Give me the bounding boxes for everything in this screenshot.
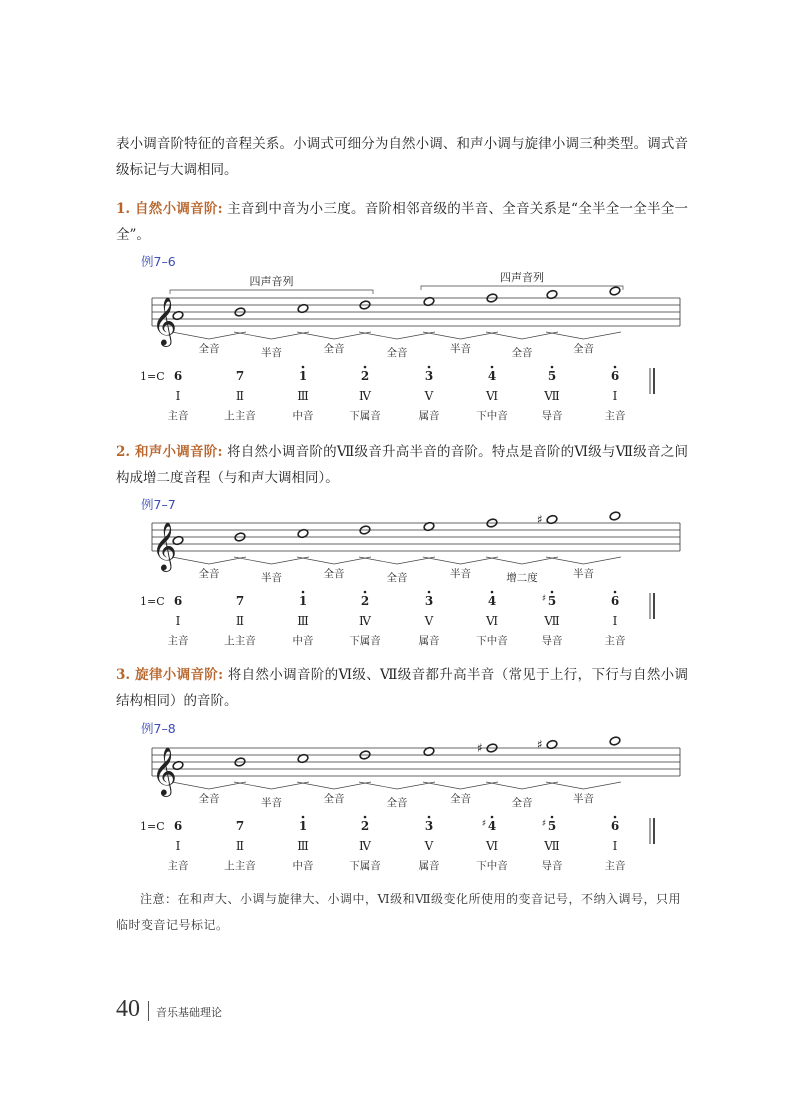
section-1-text: 主音到中音为小三度。音阶相邻音级的半音、全音关系是“全半全一全半全一全”。: [116, 201, 689, 243]
roman-degree: Ⅵ: [485, 389, 499, 403]
roman-degree: Ⅳ: [359, 614, 371, 628]
jianpu-number: 3: [424, 369, 434, 383]
roman-degree: Ⅴ: [424, 839, 434, 853]
whole-note: [609, 736, 621, 746]
interval-label: 半音: [261, 797, 282, 809]
book-title: 音乐基础理论: [156, 1006, 222, 1019]
jianpu-number: 7: [235, 369, 245, 383]
jianpu-number: 5: [547, 819, 557, 833]
interval-label: 半音: [573, 568, 594, 580]
footer-divider: [148, 1001, 149, 1021]
note-paragraph: 注意：在和声大、小调与旋律大、小调中，Ⅵ级和Ⅶ级变化所使用的变音记号，不纳入调号，只用临时变音记号标记。: [116, 892, 682, 932]
degree-name: 导音: [541, 860, 563, 872]
interval-bracket: [423, 782, 498, 789]
section-2-paragraph: [116, 439, 688, 491]
example-7-8-label: 例7–8: [141, 721, 176, 736]
interval-bracket: [172, 557, 246, 564]
degree-name: 中音: [292, 860, 314, 872]
degree-name: 下中音: [476, 860, 508, 872]
key-signature-label: 1=C: [140, 595, 165, 608]
roman-degree: Ⅴ: [424, 389, 434, 403]
jianpu-number: 6: [610, 594, 620, 608]
roman-degree: Ⅵ: [485, 839, 499, 853]
roman-degree: Ⅳ: [359, 389, 371, 403]
interval-label: 全音: [386, 797, 408, 809]
roman-degree: Ⅴ: [424, 614, 434, 628]
degree-name: 主音: [167, 410, 189, 422]
jianpu-number: 7: [235, 594, 245, 608]
whole-note: [609, 286, 621, 296]
interval-bracket: [234, 557, 309, 564]
interval-label: 全音: [323, 568, 345, 580]
treble-clef-icon: 𝄞: [152, 521, 177, 570]
jianpu-number: 5: [547, 369, 557, 383]
interval-label: 全音: [323, 343, 345, 355]
interval-bracket: [359, 332, 435, 339]
roman-degree: Ⅵ: [485, 614, 499, 628]
jianpu-number: 2: [360, 369, 370, 383]
jianpu-number: 4: [487, 369, 497, 383]
high-octave-dot: [428, 366, 431, 369]
interval-label: 全音: [323, 793, 345, 805]
example-7-6-score: [140, 271, 690, 422]
degree-name: 主音: [604, 410, 626, 422]
degree-name: 导音: [541, 410, 563, 422]
interval-bracket: [359, 782, 435, 789]
degree-name: 导音: [541, 635, 563, 647]
interval-bracket: [486, 782, 558, 789]
section-1-heading: 1. 自然小调音阶:: [116, 201, 223, 217]
interval-bracket: [234, 782, 309, 789]
degree-name: 属音: [418, 410, 440, 422]
interval-label: 全音: [573, 343, 594, 355]
intro-paragraph: 表小调音阶特征的音程关系。小调式可细分为自然小调、和声小调与旋律小调三种类型。调式音级标记与大调相同。: [116, 136, 688, 178]
degree-name: 下中音: [476, 410, 508, 422]
interval-bracket: [297, 557, 371, 564]
roman-degree: Ⅲ: [297, 614, 309, 628]
tetrachord-label: 四声音列: [500, 271, 544, 284]
interval-label: 全音: [511, 347, 533, 359]
jianpu-number: 1: [298, 819, 308, 833]
roman-degree: Ⅲ: [297, 839, 309, 853]
interval-label: 全音: [198, 343, 220, 355]
degree-name: 下属音: [349, 860, 381, 872]
section-2-text: 将自然小调音阶的Ⅶ级音升高半音的音阶。特点是音阶的Ⅵ级与Ⅶ级音之间构成增二度音程（与和声大调相同）。: [116, 444, 688, 486]
section-2-heading: 2. 和声小调音阶:: [116, 444, 223, 460]
interval-bracket: [234, 332, 309, 339]
roman-degree: Ⅱ: [235, 839, 245, 853]
page-number: 40: [116, 996, 140, 1022]
section-3-paragraph: [116, 662, 688, 714]
treble-clef-icon: 𝄞: [152, 296, 177, 345]
roman-degree: Ⅲ: [297, 389, 309, 403]
sharp-icon: ♯: [481, 819, 487, 829]
interval-bracket: [359, 557, 435, 564]
degree-name: 上主音: [224, 635, 256, 647]
interval-label: 全音: [198, 793, 220, 805]
roman-degree: Ⅰ: [612, 389, 618, 403]
interval-bracket: [486, 332, 558, 339]
key-signature-label: 1=C: [140, 370, 165, 383]
interval-label: 增二度: [506, 572, 538, 584]
key-signature-label: 1=C: [140, 820, 165, 833]
degree-name: 属音: [418, 635, 440, 647]
roman-degree: Ⅱ: [235, 614, 245, 628]
interval-bracket: [297, 782, 371, 789]
jianpu-number: 5: [547, 594, 557, 608]
interval-bracket: [423, 332, 498, 339]
roman-degree: Ⅳ: [359, 839, 371, 853]
jianpu-number: 6: [173, 819, 183, 833]
jianpu-number: 4: [487, 594, 497, 608]
tetrachord-bracket: [170, 290, 373, 294]
high-octave-dot: [364, 816, 367, 819]
interval-bracket: [546, 332, 621, 339]
interval-bracket: [486, 557, 558, 564]
high-octave-dot: [302, 366, 305, 369]
sharp-icon: ♯: [477, 741, 483, 755]
roman-degree: Ⅶ: [544, 389, 560, 403]
tetrachord-label: 四声音列: [249, 275, 294, 288]
roman-degree: Ⅰ: [612, 839, 618, 853]
high-octave-dot: [551, 591, 554, 594]
interval-label: 半音: [261, 572, 282, 584]
tetrachord-bracket: [421, 286, 623, 290]
interval-bracket: [172, 782, 246, 789]
degree-name: 主音: [167, 860, 189, 872]
example-7-6-label: 例7–6: [141, 254, 176, 269]
roman-degree: Ⅶ: [544, 614, 560, 628]
degree-name: 中音: [292, 635, 314, 647]
sharp-icon: ♯: [541, 594, 547, 604]
degree-name: 主音: [604, 860, 626, 872]
interval-label: 全音: [450, 793, 471, 805]
sharp-icon: ♯: [541, 819, 547, 829]
jianpu-number: 1: [298, 369, 308, 383]
jianpu-number: 3: [424, 819, 434, 833]
sharp-icon: ♯: [537, 512, 543, 527]
jianpu-number: 6: [610, 819, 620, 833]
interval-bracket: [546, 782, 621, 789]
interval-bracket: [172, 332, 246, 339]
high-octave-dot: [428, 591, 431, 594]
high-octave-dot: [614, 366, 617, 369]
roman-degree: Ⅱ: [235, 389, 245, 403]
section-3-text: 将自然小调音阶的Ⅵ级、Ⅶ级音都升高半音（常见于上行，下行与自然小调结构相同）的音阶。: [116, 667, 688, 709]
interval-bracket: [423, 557, 498, 564]
interval-label: 半音: [450, 568, 471, 580]
jianpu-number: 1: [298, 594, 308, 608]
roman-degree: Ⅰ: [175, 839, 181, 853]
sharp-icon: ♯: [537, 737, 543, 752]
interval-label: 半音: [450, 343, 471, 355]
degree-name: 主音: [604, 635, 626, 647]
high-octave-dot: [551, 366, 554, 369]
example-7-7-score: [140, 512, 690, 647]
roman-degree: Ⅰ: [175, 614, 181, 628]
jianpu-number: 2: [360, 819, 370, 833]
interval-label: 全音: [511, 797, 533, 809]
interval-bracket: [546, 557, 621, 564]
high-octave-dot: [364, 366, 367, 369]
degree-name: 下属音: [349, 635, 381, 647]
interval-label: 半音: [573, 793, 594, 805]
high-octave-dot: [491, 591, 494, 594]
degree-name: 上主音: [224, 860, 256, 872]
degree-name: 属音: [418, 860, 440, 872]
high-octave-dot: [364, 591, 367, 594]
roman-degree: Ⅶ: [544, 839, 560, 853]
high-octave-dot: [614, 591, 617, 594]
degree-name: 主音: [167, 635, 189, 647]
interval-label: 半音: [261, 347, 282, 359]
roman-degree: Ⅰ: [612, 614, 618, 628]
jianpu-number: 6: [173, 369, 183, 383]
whole-note: [609, 511, 621, 521]
high-octave-dot: [428, 816, 431, 819]
degree-name: 上主音: [224, 410, 256, 422]
roman-degree: Ⅰ: [175, 389, 181, 403]
degree-name: 下属音: [349, 410, 381, 422]
jianpu-number: 3: [424, 594, 434, 608]
high-octave-dot: [302, 591, 305, 594]
high-octave-dot: [491, 816, 494, 819]
interval-label: 全音: [198, 568, 220, 580]
jianpu-number: 7: [235, 819, 245, 833]
example-7-7-label: 例7–7: [141, 497, 176, 512]
jianpu-number: 2: [360, 594, 370, 608]
interval-bracket: [297, 332, 371, 339]
high-octave-dot: [551, 816, 554, 819]
degree-name: 中音: [292, 410, 314, 422]
interval-label: 全音: [386, 572, 408, 584]
high-octave-dot: [614, 816, 617, 819]
interval-label: 全音: [386, 347, 408, 359]
high-octave-dot: [302, 816, 305, 819]
example-7-8-score: [140, 737, 690, 872]
high-octave-dot: [491, 366, 494, 369]
section-3-heading: 3. 旋律小调音阶:: [116, 667, 224, 683]
treble-clef-icon: 𝄞: [152, 746, 177, 795]
jianpu-number: 6: [173, 594, 183, 608]
section-1-paragraph: [116, 196, 688, 248]
jianpu-number: 6: [610, 369, 620, 383]
degree-name: 下中音: [476, 635, 508, 647]
jianpu-number: 4: [487, 819, 497, 833]
